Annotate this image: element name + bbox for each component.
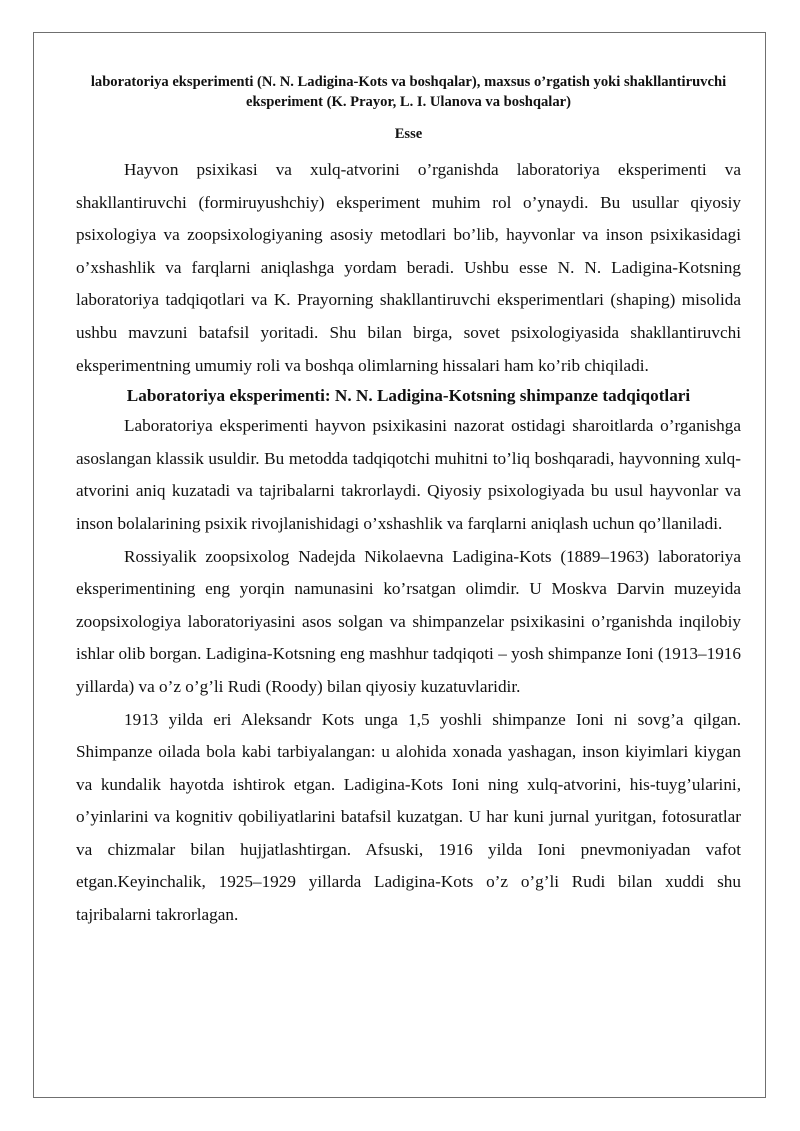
document-body <box>76 72 741 932</box>
intro-paragraph: Hayvon psixikasi va xulq-atvorini o’rganishda laboratoriya eksperimenti va shakllantiruvchi (formiruyushchiy) eksperiment muhim rol o’ynaydi. Bu usullar qiyosiy psixologiya va zoopsixologiyaning asosiy metodlari bo’lib, hayvonlar va inson psixikasidagi o’xshashlik va farqlarni aniqlashga yordam beradi. Ushbu esse N. N. Ladigina-Kotsning laboratoriya tadqiqotlari va K. Prayorning shakllantiruvchi eksperimentlari (shaping) misolida ushbu mavzuni batafsil yoritadi. Shu bilan birga, sovet psixologiyasida shakllantiruvchi eksperimentning umumiy roli va boshqa olimlarning hissalari ham ko’rib chiqiladi. <box>76 160 741 375</box>
paragraph-3: 1913 yilda eri Aleksandr Kots unga 1,5 yoshli shimpanze Ioni ni sovg’a qilgan. Shimpanze oilada bola kabi tarbiyalangan: u alohida xonada yashagan, inson kiyimlari kiygan va kundalik hayotda ishtirok etgan. Ladigina-Kots Ioni ning xulq-atvorini, his-tuyg’ularini, o’yinlarini va kognitiv qobiliyatlarini batafsil kuzatgan. U har kuni jurnal yuritgan, fotosuratlar va chizmalar bilan hujjatlashtirgan. Afsuski, 1916 yilda Ioni pnevmoniyadan vafot etgan.Keyinchalik, 1925–1929 yillarda Ladigina-Kots o’z o’g’li Rudi bilan xuddi shu tajribalarni takrorlagan. <box>76 709 741 925</box>
document-title: laboratoriya eksperimenti (N. N. Ladigina-Kots va boshqalar), maxsus o’rgatish yoki shakllantiruvchi eksperiment (K. Prayor, L. I. Ulanova va boshqalar) <box>90 74 727 110</box>
paragraph-2: Rossiyalik zoopsixolog Nadejda Nikolaevna Ladigina-Kots (1889–1963) laboratoriya eksperimentining eng yorqin namunasini ko’rsatgan olimdir. U Moskva Darvin muzeyida zoopsixologiya laboratoriyasini asos solgan va shimpanzelar psixikasini o’rganishda inqilobiy ishlar olib borgan. Ladigina-Kotsning eng mashhur tadqiqoti – yosh shimpanze Ioni (1913–1916 yillarda) va o’z o’g’li Rudi (Roody) bilan qiyosiy kuzatuvlaridir. <box>76 546 741 696</box>
section-heading: Laboratoriya eksperimenti: N. N. Ladigina-Kotsning shimpanze tadqiqotlari <box>126 386 691 406</box>
document-subtitle: Esse <box>394 126 423 142</box>
paragraph-1: Laboratoriya eksperimenti hayvon psixikasini nazorat ostidagi sharoitlarda o’rganishga asoslangan klassik usuldir. Bu metodda tadqiqotchi muhitni to’liq boshqaradi, hayvonning xulq-atvorini aniq kuzatadi va tajribalarni takrorlaydi. Qiyosiy psixologiyada bu usul hayvonlar va inson bolalarining psixik rivojlanishidagi o’xshashlik va farqlarni aniqlash uchun qo’llaniladi. <box>76 416 741 533</box>
